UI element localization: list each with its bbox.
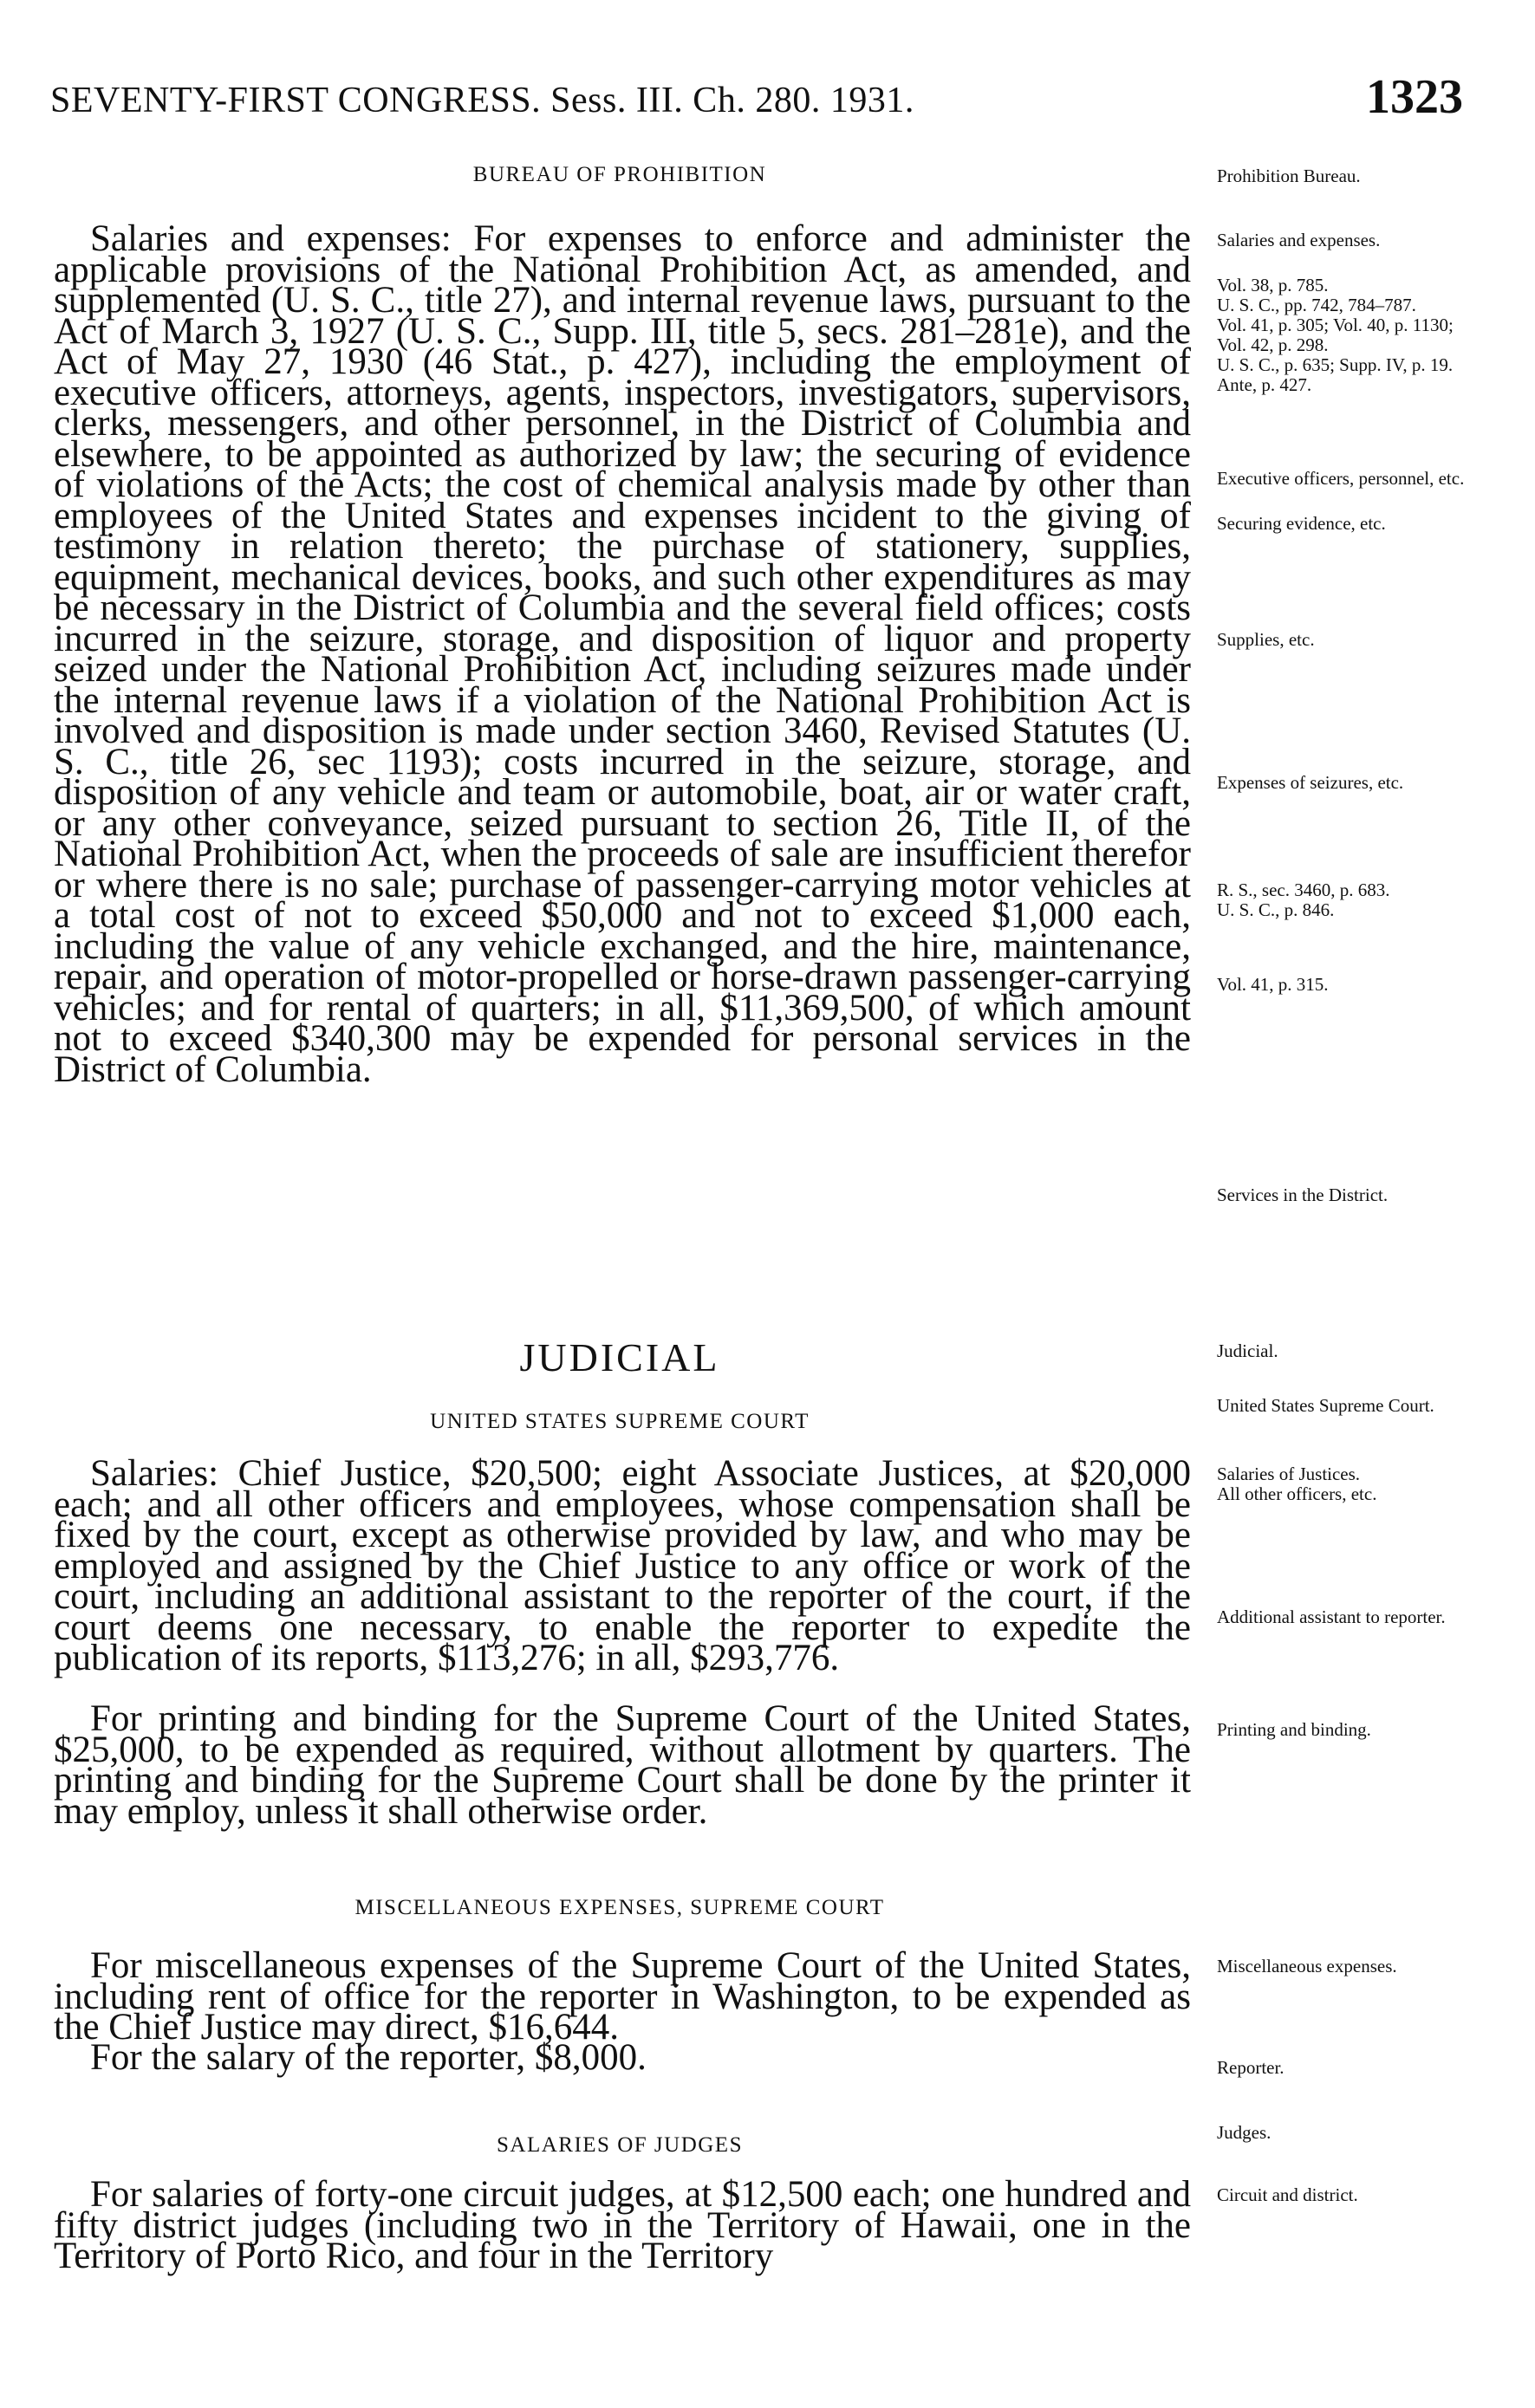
heading-judicial: JUDICIAL: [519, 1335, 720, 1379]
margin-note-reporter: Reporter.: [1217, 2057, 1285, 2078]
paragraph-printing: For printing and binding for the Supreme Court of the United States, $25,000, to be expended as required, without allotment by quarters. The printing and binding for the Supreme Court shall be done by the printer it may employ, unless it shall otherwise order.: [54, 1698, 1191, 1832]
heading-salaries-of-judges: SALARIES OF JUDGES: [497, 2133, 743, 2157]
heading-us-supreme-court: UNITED STATES SUPREME COURT: [430, 1410, 810, 1433]
page-header: [50, 69, 1463, 139]
margin-note-judicial: Judicial.: [1217, 1340, 1278, 1361]
margin-note-us-supreme-court: United States Supreme Court.: [1217, 1395, 1434, 1416]
heading-misc-expenses: MISCELLANEOUS EXPENSES, SUPREME COURT: [354, 1896, 885, 1919]
margin-note-executive-officers: Executive officers, personnel, etc.: [1217, 468, 1465, 489]
margin-note-vol41: Vol. 41, p. 315.: [1217, 974, 1329, 995]
paragraph-prohibition-salaries: Salaries and expenses: For expenses to enforce and administer the applicable provisions of the National Prohibition Act, as amended, and supplemented (U. S. C., title 27), and internal revenue laws, pursuant to the Act of March 3, 1927 (U. S. C., Supp. III, title 5, secs. 281–281e), and the Act of May 27, 1930 (46 Stat., p. 427), including the employment of executive officers, attorneys, agents, inspectors, investigators, supervisors, clerks, messengers, and other personnel, in the District of Columbia and elsewhere, to be appointed as authorized by law; the securing of evidence of violations of the Acts; the cost of chemical analysis made by other than employees of the United States and expenses incident to the giving of testimony in relation thereto; the purchase of stationery, supplies, equipment, mechanical devices, books, and such other expenditures as may be necessary in the District of Columbia and the several field offices; costs incurred in the seizure, storage, and disposition of liquor and property seized under the National Prohibition Act, including seizures made under the internal revenue laws if a violation of the National Prohibition Act is involved and disposition is made under section 3460, Revised Statutes (U. S. C., title 26, sec 1193); costs incurred in the seizure, storage, and disposition of any vehicle and team or automobile, boat, air or water craft, or any other conveyance, seized pursuant to section 26, Title II, of the National Prohibition Act, when the proceeds of sale are insufficient therefor or where there is no sale; purchase of passenger-carrying motor vehicles at a total cost of not to exceed $50,000 and not to exceed $1,000 each, including the value of any vehicle exchanged, and the hire, maintenance, repair, and operation of motor-propelled or horse-drawn passenger-carrying vehicles; and for rental of quarters; in all, $11,369,500, of which amount not to exceed $340,300 may be expended for personal services in the District of Columbia.: [54, 218, 1191, 1090]
margin-note-prohibition-bureau: Prohibition Bureau.: [1217, 166, 1361, 186]
margin-note-expenses-seizures: Expenses of seizures, etc.: [1217, 772, 1404, 793]
running-head: SEVENTY-FIRST CONGRESS. Sess. III. Ch. 280. 1931.: [50, 81, 914, 120]
margin-note-misc-expenses: Miscellaneous expenses.: [1217, 1956, 1397, 1976]
paragraph-circuit-judges: For salaries of forty-one circuit judges, at $12,500 each; one hundred and fifty district judges (including two in the Territory of Hawaii, one in the Territory of Porto Rico, and four in the Territory: [54, 2174, 1191, 2276]
margin-note-services-district: Services in the District.: [1217, 1185, 1389, 1205]
margin-note-printing-binding: Printing and binding.: [1217, 1719, 1371, 1740]
margin-note-circuit-district: Circuit and district.: [1217, 2184, 1358, 2205]
page-number: 1323: [1366, 70, 1463, 124]
margin-note-judges: Judges.: [1217, 2122, 1272, 2143]
margin-note-citations: Vol. 38, p. 785. U. S. C., pp. 742, 784–787. Vol. 41, p. 305; Vol. 40, p. 1130; Vol. 42, p. 298. U. S. C., p. 635; Supp. IV, p. 19. Ante, p. 427.: [1217, 275, 1454, 395]
paragraph-supreme-salaries: Salaries: Chief Justice, $20,500; eight Associate Justices, at $20,000 each; and all other officers and employees, whose compensation shall be fixed by the court, except as otherwise provided by law, and who may be employed and assigned by the Chief Justice to any office or work of the court, including an additional assistant to the reporter of the court, if the court deems one necessary, to enable the reporter to expedite the publication of its reports, $113,276; in all, $293,776.: [54, 1453, 1191, 1678]
margin-note-additional-assistant: Additional assistant to reporter.: [1217, 1606, 1446, 1627]
margin-note-salaries-expenses: Salaries and expenses.: [1217, 230, 1381, 250]
paragraph-reporter-salary: For the salary of the reporter, $8,000.: [90, 2037, 647, 2078]
margin-note-supplies: Supplies, etc.: [1217, 629, 1315, 650]
paragraph-misc-expenses: For miscellaneous expenses of the Supreme Court of the United States, including rent of office for the reporter in Washington, to be expended as the Chief Justice may direct, $16,644.: [54, 1945, 1191, 2048]
heading-bureau-of-prohibition: BUREAU OF PROHIBITION: [472, 163, 767, 186]
margin-note-rs-citation: R. S., sec. 3460, p. 683. U. S. C., p. 846.: [1217, 879, 1390, 920]
margin-note-securing-evidence: Securing evidence, etc.: [1217, 513, 1386, 534]
margin-note-salaries-justices: Salaries of Justices. All other officers, etc.: [1217, 1464, 1377, 1504]
